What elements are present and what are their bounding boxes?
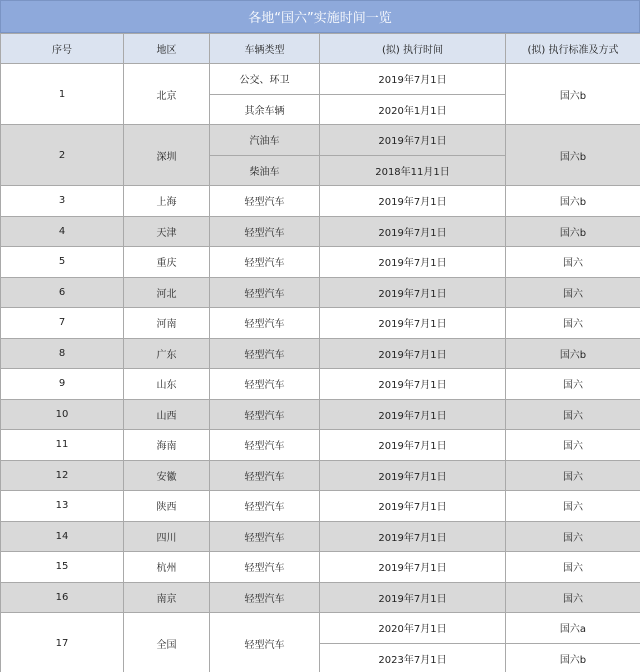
cell-index: 9 bbox=[1, 369, 124, 400]
cell-standard: 国六 bbox=[506, 369, 640, 400]
cell-region: 杭州 bbox=[124, 552, 210, 583]
cell-region: 陕西 bbox=[124, 491, 210, 522]
cell-region: 海南 bbox=[124, 430, 210, 461]
cell-vehicle-type: 轻型汽车 bbox=[210, 277, 320, 308]
cell-index: 10 bbox=[1, 399, 124, 430]
table-row bbox=[1, 125, 640, 156]
cell-index: 11 bbox=[1, 430, 124, 461]
table-row bbox=[1, 308, 640, 339]
cell-region: 深圳 bbox=[124, 125, 210, 186]
table-row bbox=[1, 521, 640, 552]
cell-date: 2019年7月1日 bbox=[320, 64, 506, 95]
cell-region: 天津 bbox=[124, 216, 210, 247]
cell-index: 7 bbox=[1, 308, 124, 339]
cell-date: 2023年7月1日 bbox=[320, 643, 506, 672]
cell-standard: 国六 bbox=[506, 399, 640, 430]
cell-index: 1 bbox=[1, 64, 124, 125]
cell-standard: 国六 bbox=[506, 460, 640, 491]
table-row bbox=[1, 338, 640, 369]
cell-region: 全国 bbox=[124, 613, 210, 672]
cell-index: 15 bbox=[1, 552, 124, 583]
cell-standard: 国六 bbox=[506, 582, 640, 613]
cell-date: 2019年7月1日 bbox=[320, 216, 506, 247]
table-title: 各地“国六”实施时间一览 bbox=[0, 0, 640, 33]
cell-standard: 国六 bbox=[506, 521, 640, 552]
table-row bbox=[1, 460, 640, 491]
cell-vehicle-type: 轻型汽车 bbox=[210, 399, 320, 430]
table-row bbox=[1, 399, 640, 430]
cell-region: 山东 bbox=[124, 369, 210, 400]
cell-standard: 国六b bbox=[506, 125, 640, 186]
cell-region: 四川 bbox=[124, 521, 210, 552]
cell-index: 13 bbox=[1, 491, 124, 522]
cell-standard: 国六 bbox=[506, 277, 640, 308]
cell-date: 2019年7月1日 bbox=[320, 369, 506, 400]
cell-date: 2020年7月1日 bbox=[320, 613, 506, 644]
table-row bbox=[1, 247, 640, 278]
cell-region: 河南 bbox=[124, 308, 210, 339]
cell-vehicle-type: 轻型汽车 bbox=[210, 582, 320, 613]
cell-date: 2019年7月1日 bbox=[320, 399, 506, 430]
cell-date: 2019年7月1日 bbox=[320, 582, 506, 613]
cell-date: 2019年7月1日 bbox=[320, 277, 506, 308]
cell-index: 5 bbox=[1, 247, 124, 278]
table-row bbox=[1, 64, 640, 95]
cell-date: 2019年7月1日 bbox=[320, 430, 506, 461]
cell-index: 12 bbox=[1, 460, 124, 491]
implementation-table bbox=[0, 33, 640, 672]
cell-standard: 国六a bbox=[506, 613, 640, 644]
table-row bbox=[1, 552, 640, 583]
cell-date: 2019年7月1日 bbox=[320, 247, 506, 278]
cell-vehicle-type: 轻型汽车 bbox=[210, 186, 320, 217]
header-index: 序号 bbox=[1, 34, 124, 64]
cell-date: 2018年11月1日 bbox=[320, 155, 506, 186]
cell-date: 2019年7月1日 bbox=[320, 460, 506, 491]
cell-date: 2019年7月1日 bbox=[320, 521, 506, 552]
cell-region: 上海 bbox=[124, 186, 210, 217]
table-row bbox=[1, 277, 640, 308]
cell-index: 6 bbox=[1, 277, 124, 308]
cell-standard: 国六 bbox=[506, 430, 640, 461]
cell-region: 北京 bbox=[124, 64, 210, 125]
cell-standard: 国六b bbox=[506, 186, 640, 217]
cell-index: 14 bbox=[1, 521, 124, 552]
cell-vehicle-type: 轻型汽车 bbox=[210, 460, 320, 491]
cell-index: 17 bbox=[1, 613, 124, 672]
cell-region: 重庆 bbox=[124, 247, 210, 278]
cell-date: 2019年7月1日 bbox=[320, 338, 506, 369]
cell-standard: 国六b bbox=[506, 643, 640, 672]
cell-index: 4 bbox=[1, 216, 124, 247]
cell-vehicle-type: 轻型汽车 bbox=[210, 338, 320, 369]
cell-standard: 国六 bbox=[506, 552, 640, 583]
cell-date: 2020年1月1日 bbox=[320, 94, 506, 125]
table-row bbox=[1, 186, 640, 217]
cell-vehicle-type: 轻型汽车 bbox=[210, 216, 320, 247]
cell-index: 3 bbox=[1, 186, 124, 217]
cell-vehicle-type: 轻型汽车 bbox=[210, 430, 320, 461]
cell-region: 山西 bbox=[124, 399, 210, 430]
header-date: (拟) 执行时间 bbox=[320, 34, 506, 64]
cell-vehicle-type: 公交、环卫 bbox=[210, 64, 320, 95]
table-row bbox=[1, 430, 640, 461]
table-row bbox=[1, 216, 640, 247]
cell-vehicle-type: 轻型汽车 bbox=[210, 308, 320, 339]
cell-date: 2019年7月1日 bbox=[320, 552, 506, 583]
cell-vehicle-type: 柴油车 bbox=[210, 155, 320, 186]
cell-region: 安徽 bbox=[124, 460, 210, 491]
header-region: 地区 bbox=[124, 34, 210, 64]
cell-index: 8 bbox=[1, 338, 124, 369]
cell-standard: 国六b bbox=[506, 338, 640, 369]
cell-index: 2 bbox=[1, 125, 124, 186]
table-row bbox=[1, 613, 640, 644]
cell-standard: 国六 bbox=[506, 491, 640, 522]
cell-standard: 国六b bbox=[506, 64, 640, 125]
cell-index: 16 bbox=[1, 582, 124, 613]
cell-vehicle-type: 轻型汽车 bbox=[210, 521, 320, 552]
cell-vehicle-type: 轻型汽车 bbox=[210, 247, 320, 278]
header-row bbox=[1, 34, 640, 64]
cell-standard: 国六 bbox=[506, 247, 640, 278]
cell-standard: 国六 bbox=[506, 308, 640, 339]
table-row bbox=[1, 491, 640, 522]
cell-region: 广东 bbox=[124, 338, 210, 369]
cell-vehicle-type: 其余车辆 bbox=[210, 94, 320, 125]
cell-vehicle-type: 汽油车 bbox=[210, 125, 320, 156]
cell-vehicle-type: 轻型汽车 bbox=[210, 369, 320, 400]
cell-date: 2019年7月1日 bbox=[320, 186, 506, 217]
table-row bbox=[1, 582, 640, 613]
cell-vehicle-type: 轻型汽车 bbox=[210, 552, 320, 583]
cell-region: 南京 bbox=[124, 582, 210, 613]
cell-standard: 国六b bbox=[506, 216, 640, 247]
cell-vehicle-type: 轻型汽车 bbox=[210, 491, 320, 522]
table-row bbox=[1, 369, 640, 400]
cell-date: 2019年7月1日 bbox=[320, 125, 506, 156]
header-vehicle-type: 车辆类型 bbox=[210, 34, 320, 64]
cell-region: 河北 bbox=[124, 277, 210, 308]
cell-date: 2019年7月1日 bbox=[320, 491, 506, 522]
cell-vehicle-type: 轻型汽车 bbox=[210, 613, 320, 672]
header-standard: (拟) 执行标准及方式 bbox=[506, 34, 640, 64]
cell-date: 2019年7月1日 bbox=[320, 308, 506, 339]
